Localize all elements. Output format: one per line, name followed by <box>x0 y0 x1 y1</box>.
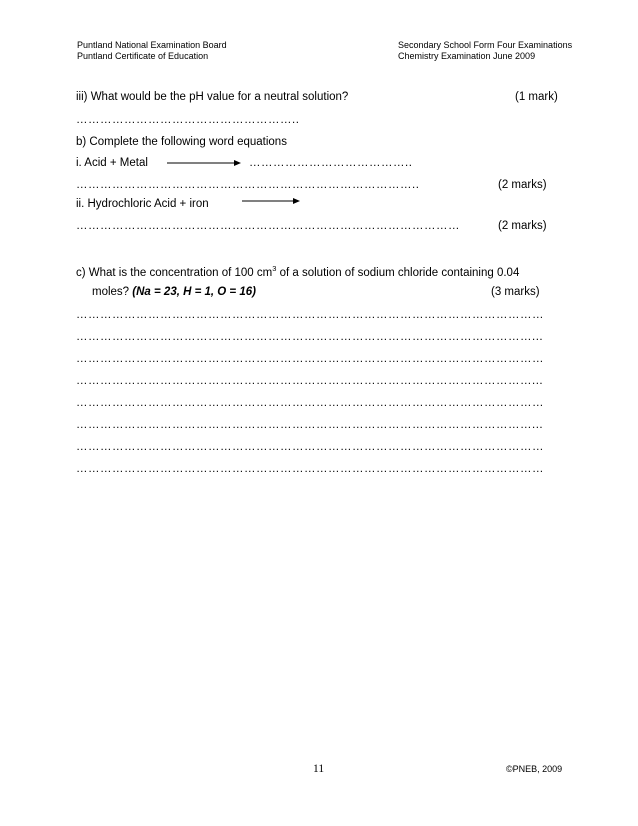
answer-line: ……………………………………………………………………………………………………... <box>76 375 544 387</box>
page-number: 11 <box>313 763 325 775</box>
equation-ii-reactants: ii. Hydrochloric Acid + iron <box>76 198 209 210</box>
question-c-text <box>76 262 519 280</box>
question-c-text-start: c) What is the concentration of 100 cm <box>76 267 273 279</box>
equation-i-answer-line: ………………………………………………………………………….. <box>76 179 420 191</box>
answer-line: ……………………………………………………………………………………………………... <box>76 419 544 431</box>
question-c-marks: (3 marks) <box>491 286 540 298</box>
equation-i-marks: (2 marks) <box>498 179 547 191</box>
header-certificate-name: Puntland Certificate of Education <box>77 51 209 61</box>
question-iii-marks: (1 mark) <box>515 91 558 103</box>
header-exam-type: Secondary School Form Four Examinations <box>398 40 573 50</box>
equation-i-arrow-icon <box>166 158 242 168</box>
equation-i-product-line: ………………………………….. <box>249 157 413 169</box>
equation-ii-answer-line: …………………………………………………………………………………… <box>76 220 460 232</box>
copyright-notice: ©PNEB, 2009 <box>506 764 563 774</box>
equation-ii-marks: (2 marks) <box>498 220 547 232</box>
equation-i-reactants: i. Acid + Metal <box>76 157 148 169</box>
atomic-masses-note: (Na = 23, H = 1, O = 16) <box>132 286 256 298</box>
question-iii-answer-line: ……………………………………………….. <box>76 114 300 126</box>
cubic-superscript: 3 <box>272 264 277 273</box>
answer-line: ……………………………………………………………………………………………………… <box>76 309 544 321</box>
question-iii-text: iii) What would be the pH value for a neutral solution? <box>76 91 349 103</box>
equation-ii-arrow-icon <box>241 196 301 206</box>
answer-line: ……………………………………………………………………………………………………… <box>76 397 544 409</box>
question-c-line2 <box>92 285 256 299</box>
answer-line: ……………………………………………………………………………………………………… <box>76 353 544 365</box>
header-board-name: Puntland National Examination Board <box>77 40 227 50</box>
header-exam-subject: Chemistry Examination June 2009 <box>398 51 536 61</box>
answer-line: ……………………………………………………………………………………………………… <box>76 441 544 453</box>
answer-line: ……………………………………………………………………………………………………… <box>76 463 544 475</box>
question-c-moles-prefix: moles? <box>92 286 133 298</box>
answer-line: ……………………………………………………………………………………………………... <box>76 331 544 343</box>
question-b-heading: b) Complete the following word equations <box>76 136 287 148</box>
question-c-text-end: of a solution of sodium chloride containing 0.04 <box>276 267 520 279</box>
